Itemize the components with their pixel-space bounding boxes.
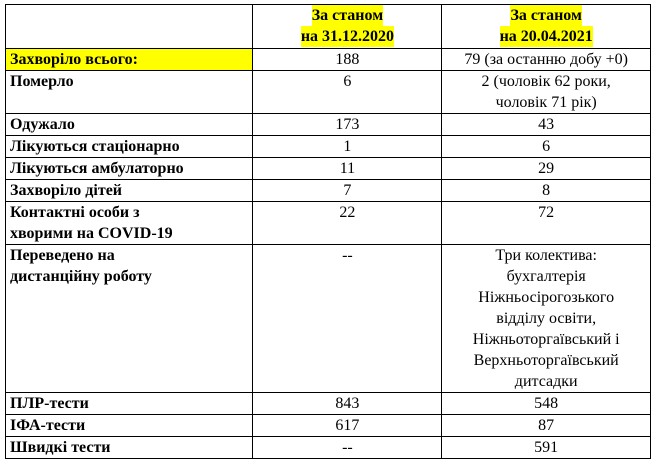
row-label-recovered: Одужало [6,114,253,136]
table-header-row [6,5,651,49]
table-row [6,158,651,180]
table-row [6,245,651,393]
row-value-2020: 1 [253,136,442,158]
row-label-died: Померло [6,71,253,114]
row-value-2021: 87 [442,415,651,437]
row-label-ifa-tests: ІФА-тести [6,415,253,437]
row-label-children-sick: Захворіло дітей [6,180,253,202]
table-row [6,202,651,245]
row-value-2021: 2 (чоловік 62 роки, чоловік 71 рік) [442,71,651,114]
header-col-2021 [442,5,651,49]
table-row [6,114,651,136]
row-label-contacts: Контактні особи з хворими на COVID-19 [6,202,253,245]
row-value-2021: 548 [442,393,651,415]
table-row [6,437,651,459]
row-value-2021: 43 [442,114,651,136]
row-value-2020: 6 [253,71,442,114]
row-value-2020: 11 [253,158,442,180]
table-row [6,393,651,415]
row-label-pcr-tests: ПЛР-тести [6,393,253,415]
row-value-2020: 188 [253,49,442,71]
row-value-2021: Три колектива: бухгалтерія Ніжньосірогозького відділу освіти, Ніжньоторгаївський і Верхньоторгаївський дитсадки [442,245,651,393]
covid-stats-table [5,4,651,459]
header-2021-line1: За станом [510,7,582,24]
row-label-outpatient: Лікуються амбулаторно [6,158,253,180]
row-value-2021: 29 [442,158,651,180]
row-value-2021: 6 [442,136,651,158]
row-value-2020: 617 [253,415,442,437]
row-value-2021: 8 [442,180,651,202]
header-col-2020 [253,5,442,49]
row-value-2020: 7 [253,180,442,202]
header-2021-line2: на 20.04.2021 [499,28,593,45]
header-2020-line1: За станом [311,7,384,24]
row-label-total-sick: Захворіло всього: [6,49,253,71]
row-value-2020: 173 [253,114,442,136]
row-value-2020: 843 [253,393,442,415]
row-value-2020: -- [253,437,442,459]
row-value-2021: 591 [442,437,651,459]
row-label-inpatient: Лікуються стаціонарно [6,136,253,158]
covid-stats-table-container [5,4,651,459]
row-value-2021: 79 (за останню добу +0) [442,49,651,71]
table-row [6,136,651,158]
table-row [6,415,651,437]
table-row [6,180,651,202]
row-label-rapid-tests: Швидкі тести [6,437,253,459]
header-empty-cell [6,5,253,49]
header-2020-line2: на 31.12.2020 [300,28,395,45]
row-value-2020: 22 [253,202,442,245]
table-row [6,49,651,71]
row-value-2020: -- [253,245,442,393]
row-label-remote-work: Переведено на дистанційну роботу [6,245,253,393]
table-row [6,71,651,114]
row-value-2021: 72 [442,202,651,245]
